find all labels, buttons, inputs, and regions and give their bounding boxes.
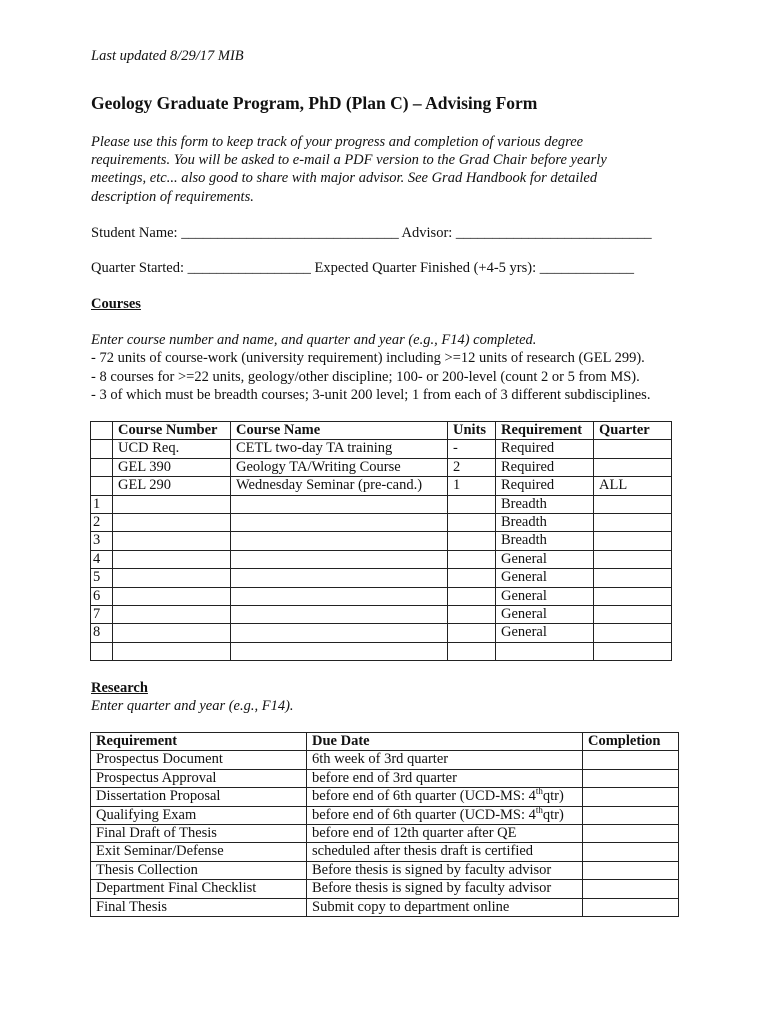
- due-date-cell: [307, 806, 583, 824]
- table-row: [91, 532, 672, 550]
- research-instruction: Enter quarter and year (e.g., F14).: [91, 698, 294, 714]
- quarter-cell[interactable]: [594, 495, 672, 513]
- quarter-cell[interactable]: [594, 458, 672, 476]
- column-header: Quarter: [594, 422, 672, 440]
- units-cell[interactable]: -: [448, 440, 496, 458]
- expected-finish-label: Expected Quarter Finished (+4-5 yrs):: [314, 260, 537, 276]
- requirement-cell: Required: [496, 458, 594, 476]
- table-row: [91, 751, 679, 769]
- courses-heading: Courses: [91, 296, 141, 312]
- ordinal-suffix: th: [535, 787, 543, 797]
- units-cell[interactable]: [448, 513, 496, 531]
- due-date-cell: [307, 788, 583, 806]
- course-name-cell[interactable]: CETL two-day TA training: [231, 440, 448, 458]
- completion-cell[interactable]: [583, 843, 679, 861]
- last-updated-note: Last updated 8/29/17 MIB: [91, 48, 244, 64]
- courses-bullet: - 72 units of course-work (university requirement) including >=12 units of research (GEL 299).: [91, 350, 645, 367]
- table-row: [91, 898, 679, 916]
- due-date-text: before end of 6th quarter (UCD-MS: 4: [312, 788, 536, 805]
- column-header: Course Number: [113, 422, 231, 440]
- course-number-cell[interactable]: UCD Req.: [113, 440, 231, 458]
- row-number: 8: [91, 624, 113, 642]
- course-name-cell[interactable]: [231, 605, 448, 623]
- courses-instruction: Enter course number and name, and quarter and year (e.g., F14) completed.: [91, 332, 537, 348]
- requirement-cell: Required: [496, 477, 594, 495]
- table-row: [91, 550, 672, 568]
- units-cell[interactable]: [448, 495, 496, 513]
- research-table: [90, 732, 679, 917]
- row-number: 5: [91, 569, 113, 587]
- table-row: [91, 880, 679, 898]
- quarter-cell[interactable]: [594, 569, 672, 587]
- requirement-cell: Dissertation Proposal: [91, 788, 307, 806]
- units-cell[interactable]: 2: [448, 458, 496, 476]
- completion-cell[interactable]: [583, 880, 679, 898]
- requirement-cell: General: [496, 550, 594, 568]
- column-header: Units: [448, 422, 496, 440]
- course-name-cell[interactable]: [231, 495, 448, 513]
- intro-line: requirements. You will be asked to e-mail a PDF version to the Grad Chair before yearly: [91, 152, 607, 169]
- column-header: Requirement: [496, 422, 594, 440]
- completion-cell[interactable]: [583, 751, 679, 769]
- expected-finish-field[interactable]: _____________: [539, 260, 634, 276]
- row-number: 3: [91, 532, 113, 550]
- due-date-cell: Before thesis is signed by faculty advisor: [307, 861, 583, 879]
- quarter-cell[interactable]: [594, 440, 672, 458]
- course-number-cell[interactable]: [113, 513, 231, 531]
- due-date-cell: Before thesis is signed by faculty advisor: [307, 880, 583, 898]
- table-row: [91, 843, 679, 861]
- requirement-cell: Qualifying Exam: [91, 806, 307, 824]
- table-row: [91, 824, 679, 842]
- completion-cell[interactable]: [583, 861, 679, 879]
- due-date-cell: Submit copy to department online: [307, 898, 583, 916]
- intro-line: description of requirements.: [91, 188, 254, 205]
- table-row: [91, 861, 679, 879]
- course-name-cell[interactable]: [231, 642, 448, 660]
- completion-cell[interactable]: [583, 788, 679, 806]
- due-date-cell: scheduled after thesis draft is certified: [307, 843, 583, 861]
- course-number-cell[interactable]: [113, 495, 231, 513]
- course-number-cell[interactable]: GEL 290: [113, 477, 231, 495]
- course-name-cell[interactable]: Wednesday Seminar (pre-cand.): [231, 477, 448, 495]
- requirement-cell: Final Thesis: [91, 898, 307, 916]
- course-name-cell[interactable]: Geology TA/Writing Course: [231, 458, 448, 476]
- courses-bullet: - 3 of which must be breadth courses; 3-unit 200 level; 1 from each of 3 different subdisciplines.: [91, 386, 651, 403]
- courses-instructions: [91, 331, 650, 404]
- units-cell[interactable]: [448, 569, 496, 587]
- requirement-cell: General: [496, 624, 594, 642]
- column-header: Due Date: [307, 733, 583, 751]
- page-title: Geology Graduate Program, PhD (Plan C) – Advising Form: [91, 93, 538, 113]
- qtr-suffix: qtr): [542, 788, 564, 805]
- completion-cell[interactable]: [583, 824, 679, 842]
- course-name-cell[interactable]: [231, 569, 448, 587]
- requirement-cell: Exit Seminar/Defense: [91, 843, 307, 861]
- units-cell[interactable]: [448, 624, 496, 642]
- row-number: [91, 477, 113, 495]
- row-number: 1: [91, 495, 113, 513]
- course-number-cell[interactable]: [113, 550, 231, 568]
- requirement-cell: Final Draft of Thesis: [91, 824, 307, 842]
- table-row: [91, 788, 679, 806]
- completion-cell[interactable]: [583, 898, 679, 916]
- completion-cell[interactable]: [583, 769, 679, 787]
- requirement-cell: [496, 642, 594, 660]
- course-number-cell[interactable]: [113, 624, 231, 642]
- ordinal-suffix: th: [535, 806, 543, 815]
- due-date-cell: 6th week of 3rd quarter: [307, 751, 583, 769]
- due-date-text: before end of 6th quarter (UCD-MS: 4: [312, 806, 536, 823]
- requirement-cell: Prospectus Approval: [91, 769, 307, 787]
- table-row: [91, 513, 672, 531]
- course-name-cell[interactable]: [231, 587, 448, 605]
- row-number: 2: [91, 513, 113, 531]
- units-cell[interactable]: [448, 587, 496, 605]
- quarter-started-label: Quarter Started:: [91, 260, 185, 276]
- row-number: 6: [91, 587, 113, 605]
- row-number: 4: [91, 550, 113, 568]
- course-number-cell[interactable]: [113, 605, 231, 623]
- intro-line: meetings, etc... also good to share with major advisor. See Grad Handbook for detailed: [91, 170, 598, 187]
- units-cell[interactable]: 1: [448, 477, 496, 495]
- qtr-suffix: qtr): [542, 806, 564, 823]
- courses-bullet: - 8 courses for >=22 units, geology/other discipline; 100- or 200-level (count 2 or 5 from MS).: [91, 368, 640, 385]
- table-row: [91, 605, 672, 623]
- requirement-cell: Thesis Collection: [91, 861, 307, 879]
- quarter-cell[interactable]: [594, 513, 672, 531]
- requirement-cell: General: [496, 587, 594, 605]
- quarter-cell[interactable]: [594, 532, 672, 550]
- course-number-cell[interactable]: [113, 642, 231, 660]
- column-header: Course Name: [231, 422, 448, 440]
- research-heading: Research: [91, 680, 148, 696]
- column-header: Requirement: [91, 733, 307, 751]
- research-header-row: [91, 733, 679, 751]
- courses-table: [90, 421, 672, 661]
- advisor-label: Advisor:: [401, 225, 453, 241]
- row-number: [91, 440, 113, 458]
- table-row: [91, 458, 672, 476]
- quarter-cell[interactable]: [594, 642, 672, 660]
- units-cell[interactable]: [448, 532, 496, 550]
- quarter-cell[interactable]: ALL: [594, 477, 672, 495]
- requirement-cell: General: [496, 605, 594, 623]
- requirement-cell: Breadth: [496, 495, 594, 513]
- requirement-cell: Prospectus Document: [91, 751, 307, 769]
- requirement-cell: General: [496, 569, 594, 587]
- course-name-cell[interactable]: [231, 532, 448, 550]
- completion-cell[interactable]: [583, 806, 679, 824]
- column-header: Completion: [583, 733, 679, 751]
- requirement-cell: Breadth: [496, 532, 594, 550]
- quarter-cell[interactable]: [594, 550, 672, 568]
- course-number-cell[interactable]: [113, 532, 231, 550]
- requirement-cell: Breadth: [496, 513, 594, 531]
- requirement-cell: Department Final Checklist: [91, 880, 307, 898]
- row-number: [91, 642, 113, 660]
- student-advisor-line: [91, 225, 652, 242]
- table-row: [91, 587, 672, 605]
- intro-paragraph: [91, 133, 681, 206]
- table-row: [91, 769, 679, 787]
- quarter-cell[interactable]: [594, 624, 672, 642]
- course-number-cell[interactable]: [113, 587, 231, 605]
- quarter-started-field[interactable]: _________________: [187, 260, 311, 276]
- course-number-cell[interactable]: [113, 569, 231, 587]
- column-header: [91, 422, 113, 440]
- row-number: 7: [91, 605, 113, 623]
- requirement-cell: Required: [496, 440, 594, 458]
- course-name-cell[interactable]: [231, 550, 448, 568]
- course-number-cell[interactable]: GEL 390: [113, 458, 231, 476]
- due-date-cell: before end of 12th quarter after QE: [307, 824, 583, 842]
- due-date-cell: before end of 3rd quarter: [307, 769, 583, 787]
- quarter-cell[interactable]: [594, 587, 672, 605]
- units-cell[interactable]: [448, 605, 496, 623]
- table-row: [91, 569, 672, 587]
- table-row: [91, 440, 672, 458]
- course-name-cell[interactable]: [231, 513, 448, 531]
- units-cell[interactable]: [448, 642, 496, 660]
- courses-header-row: [91, 422, 672, 440]
- row-number: [91, 458, 113, 476]
- advisor-field[interactable]: ___________________________: [455, 225, 652, 241]
- student-name-label: Student Name:: [91, 225, 178, 241]
- course-name-cell[interactable]: [231, 624, 448, 642]
- student-name-field[interactable]: ______________________________: [181, 225, 399, 241]
- quarter-line: [91, 260, 634, 277]
- table-row: [91, 642, 672, 660]
- table-row: [91, 806, 679, 824]
- units-cell[interactable]: [448, 550, 496, 568]
- table-row: [91, 624, 672, 642]
- table-row: [91, 477, 672, 495]
- intro-line: Please use this form to keep track of your progress and completion of various degree: [91, 134, 584, 150]
- quarter-cell[interactable]: [594, 605, 672, 623]
- table-row: [91, 495, 672, 513]
